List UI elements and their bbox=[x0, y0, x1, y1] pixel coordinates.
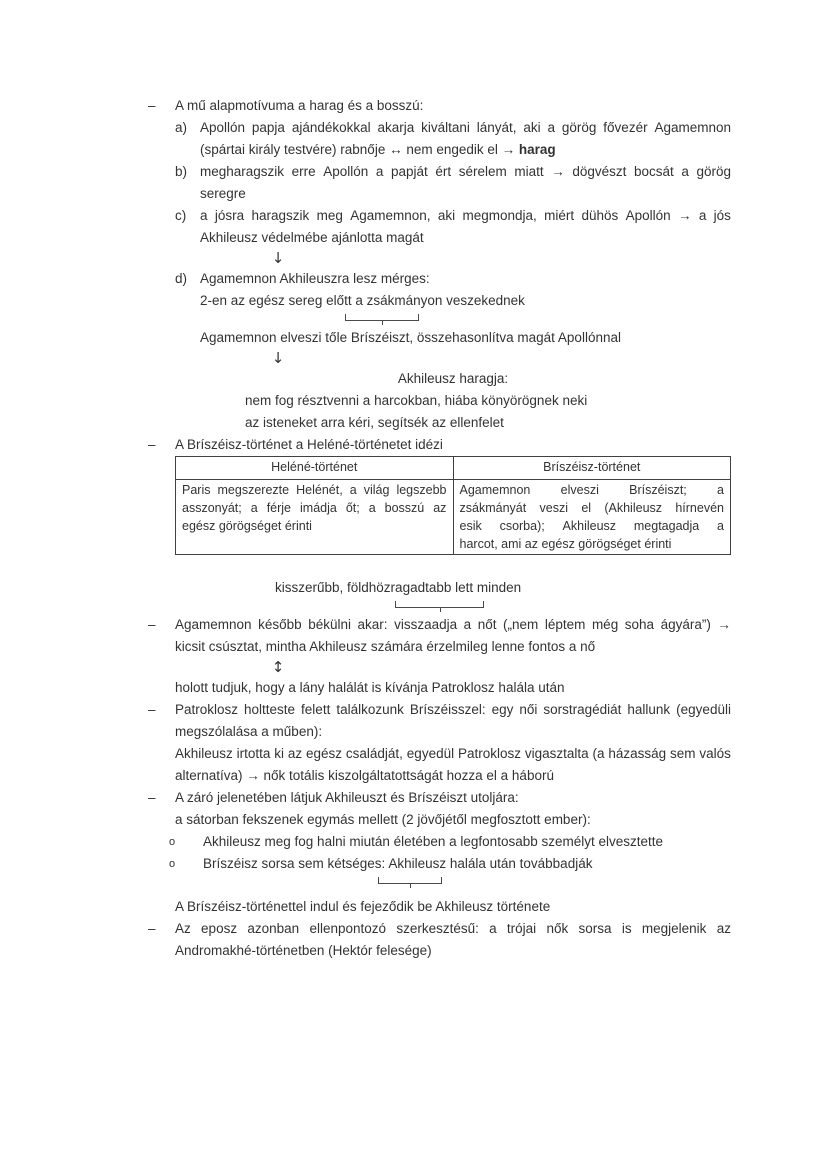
list-item-d bbox=[0, 268, 828, 312]
brace-row-3 bbox=[0, 875, 828, 890]
comparison-table bbox=[175, 456, 731, 555]
item-b-line2: seregre bbox=[200, 186, 246, 201]
bullet-item-zaro bbox=[0, 787, 828, 831]
zaro-line1: A záró jelenetében látjuk Akhileuszt és Bríszéiszt utoljára: bbox=[175, 790, 519, 805]
up-down-arrow-icon: ↕ bbox=[271, 658, 285, 676]
bullet-item-patroklosz bbox=[0, 699, 828, 787]
letter-marker-d: d) bbox=[175, 271, 188, 286]
item-d-continuation bbox=[0, 327, 828, 349]
table-intro-text: A Bríszéisz-történet a Heléné-történetet idézi bbox=[175, 437, 443, 452]
item-d-line3: Agamemnon elveszi tőle Bríszéiszt, összehasonlítva magát Apollónnal bbox=[200, 330, 621, 345]
dash-bullet: – bbox=[148, 437, 156, 452]
wrath-heading-row bbox=[175, 368, 731, 390]
table-body-row bbox=[176, 480, 731, 555]
item-b-line1: megharagszik erre Apollón a papját ért sérelem miatt → dögvészt bocsát a görög bbox=[200, 164, 731, 179]
briseis-line-4: harcot, ami az egész görögséget érinti bbox=[459, 537, 672, 551]
list-item-a bbox=[0, 117, 828, 161]
circle-bullet: o bbox=[169, 836, 176, 848]
table-cell-helene bbox=[176, 480, 454, 555]
item-c-line2: Akhileusz védelmébe ajánlotta magát bbox=[200, 230, 424, 245]
brace-connector-1 bbox=[345, 314, 419, 321]
eposz-line1: Az eposz azonban ellenpontozó szerkesztésű: a trójai nők sorsa is megjelenik az bbox=[175, 921, 731, 936]
circle-item-1-text: Akhileusz meg fog halni miután életében a legfontosabb személyt elvesztette bbox=[203, 834, 664, 849]
brace-connector-3 bbox=[378, 877, 442, 884]
arrow-row-1 bbox=[0, 250, 556, 267]
table-header-helene: Heléné-történet bbox=[176, 457, 454, 480]
item-a-bold-harag: harag bbox=[518, 142, 556, 157]
motif-text: A mű alapmotívuma a harag és a bosszú: bbox=[175, 98, 424, 113]
eposz-line2: Andromakhé-történetben (Hektór felesége) bbox=[175, 943, 432, 958]
dash-bullet: – bbox=[148, 921, 156, 936]
brace-connector-2 bbox=[395, 601, 484, 608]
arrow-row-2 bbox=[0, 350, 556, 367]
dash-bullet: – bbox=[148, 702, 156, 717]
item-d-line1: Agamemnon Akhileuszra lesz mérges: bbox=[200, 271, 430, 286]
patroklosz-line3: Akhileusz irtotta ki az egész családját, egyedül Patroklosz vigasztalta (a házasság sem valós bbox=[175, 746, 731, 761]
item-a-line1: Apollón papja ajándékokkal akarja kiváltani lányát, aki a görög fővezér Agamemnon bbox=[200, 120, 731, 135]
wrath-heading: Akhileusz haragja: bbox=[397, 371, 509, 386]
reconcile-line1: Agamemnon később békülni akar: visszaadja a nőt („nem léptem még soha ágyára”) → bbox=[175, 617, 731, 632]
item-d-line2: 2-en az egész sereg előtt a zsákmányon veszekednek bbox=[200, 293, 525, 308]
table-header-row bbox=[176, 457, 731, 480]
bullet-item-eposz bbox=[0, 918, 828, 962]
briseis-line-1: Agamemnon elveszi Bríszéiszt; a bbox=[459, 483, 724, 497]
wrath-line-2: az isteneket arra kéri, segítsék az ellenfelet bbox=[245, 415, 504, 430]
table-header-briseis: Bríszéisz-történet bbox=[453, 457, 731, 480]
letter-marker-a: a) bbox=[175, 120, 188, 135]
kisszerubb-line: kisszerűbb, földhözragadtabb lett minden bbox=[275, 580, 522, 595]
item-a-line2-text: (spártai király testvére) rabnője ↔ nem engedik el → bbox=[200, 142, 519, 157]
patroklosz-line1: Patroklosz holtteste felett találkozunk Bríszéisszel: egy női sorstragédiát hallunk (egyedüli bbox=[175, 702, 731, 717]
list-item-b bbox=[0, 161, 828, 205]
bullet-item-reconcile bbox=[0, 614, 828, 658]
circle-item-2 bbox=[0, 853, 828, 875]
briseis-line-2: zsákmányát veszi el (Akhileusz hírnevén bbox=[459, 501, 724, 515]
list-item-c bbox=[0, 205, 828, 249]
reconcile-line2: kicsit csúsztat, mintha Akhileusz számára érzelmileg lenne fontos a nő bbox=[175, 639, 596, 654]
zaro-line2: a sátorban fekszenek egymás mellett (2 jövőjétől megfosztott ember): bbox=[175, 812, 591, 827]
helene-line-1: Paris megszerezte Helénét, a világ legszebb bbox=[182, 483, 447, 497]
dash-bullet: – bbox=[148, 617, 156, 632]
circle-item-1 bbox=[0, 831, 828, 853]
bullet-item-motif bbox=[0, 95, 828, 117]
down-arrow-icon: ↓ bbox=[271, 249, 285, 267]
patroklosz-line4: alternatíva) → nők totális kiszolgáltatottságát hozza el a háború bbox=[175, 768, 554, 783]
letter-marker-b: b) bbox=[175, 164, 188, 179]
item-c-line1: a jósra haragszik meg Agamemnon, aki megmondja, miért dühös Apollón → a jós bbox=[200, 208, 731, 223]
holott-line: holott tudjuk, hogy a lány halálát is kívánja Patroklosz halála után bbox=[175, 680, 565, 695]
brace-row-1 bbox=[0, 312, 828, 327]
wrath-line-1: nem fog résztvenni a harcokban, hiába könyörögnek neki bbox=[245, 393, 588, 408]
helene-line-3: egész görögséget érinti bbox=[182, 519, 312, 533]
down-arrow-icon: ↓ bbox=[271, 349, 285, 367]
frame-line: A Bríszéisz-történettel indul és fejeződik be Akhileusz története bbox=[175, 899, 551, 914]
brace-row-2 bbox=[0, 599, 828, 614]
table-cell-briseis bbox=[453, 480, 731, 555]
item-a-line2 bbox=[200, 139, 731, 161]
letter-marker-c: c) bbox=[175, 208, 187, 223]
patroklosz-line2: megszólalása a műben): bbox=[175, 724, 323, 739]
arrow-row-3 bbox=[0, 659, 556, 676]
dash-bullet: – bbox=[148, 98, 156, 113]
circle-item-2-text: Bríszéisz sorsa sem kétséges: Akhileusz halála után továbbadják bbox=[203, 856, 593, 871]
dash-bullet: – bbox=[148, 790, 156, 805]
bullet-item-table-intro bbox=[0, 434, 828, 456]
circle-bullet: o bbox=[169, 858, 176, 870]
helene-line-2: asszonyát; a férje imádja őt; a bosszú az bbox=[182, 501, 447, 515]
briseis-line-3: esik csorba); Akhileusz megtagadja a bbox=[459, 519, 724, 533]
